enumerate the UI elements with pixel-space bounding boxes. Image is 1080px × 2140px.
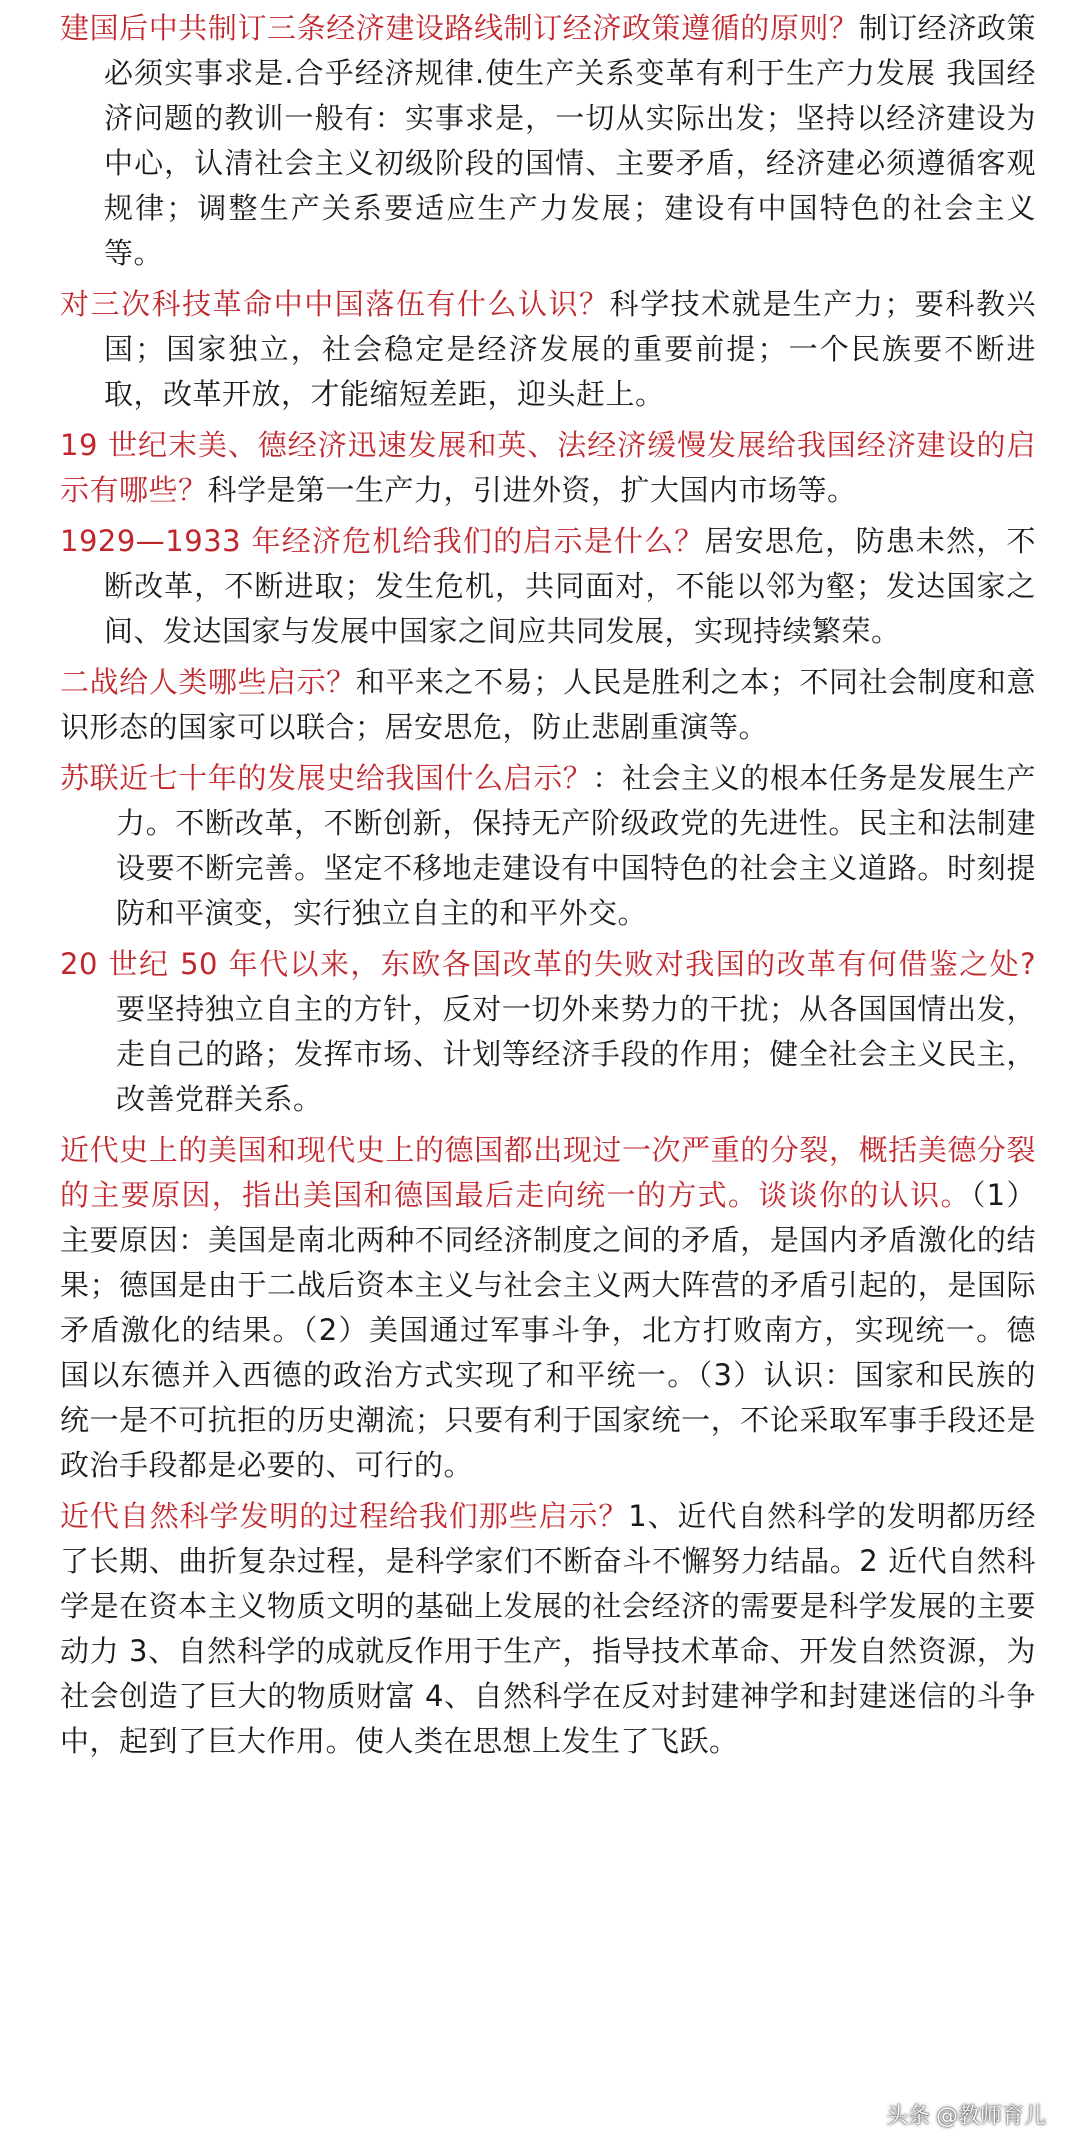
answer-text: 要坚持独立自主的方针，反对一切外来势力的干扰；从各国国情出发，走自己的路；发挥市场、计划等经济手段的作用；健全社会主义民主，改善党群关系。 (116, 992, 1036, 1116)
question-text: 对三次科技革命中中国落伍有什么认识？ (60, 287, 610, 321)
question-text: 19 世纪末美、德经济迅速发展和英、法经济缓慢发展给我国经济建设的启示有哪些？ (60, 428, 1036, 507)
qa-item-8 (60, 1128, 1036, 1488)
question-text: 二战给人类哪些启示？ (60, 665, 356, 699)
qa-item-5 (60, 660, 1036, 750)
question-text: 近代史上的美国和现代史上的德国都出现过一次严重的分裂，概括美德分裂的主要原因，指出美国和德国最后走向统一的方式。谈谈你的认识。 (60, 1133, 1036, 1212)
answer-text: 科学是第一生产力，引进外资，扩大国内市场等。 (207, 473, 857, 507)
question-text: 近代自然科学发明的过程给我们那些启示？ (60, 1499, 629, 1533)
answer-text: （1）主要原因：美国是南北两种不同经济制度之间的矛盾，是国内矛盾激化的结果；德国是由于二战后资本主义与社会主义两大阵营的矛盾引起的，是国际矛盾激化的结果。（2）美国通过军事斗争，北方打败南方，实现统一。德国以东德并入西德的政治方式实现了和平统一。（3）认识：国家和民族的统一是不可抗拒的历史潮流；只要有利于国家统一，不论采取军事手段还是政治手段都是必要的、可行的。 (60, 1178, 1036, 1482)
answer-text: ：社会主义的根本任务是发展生产力。不断改革，不断创新，保持无产阶级政党的先进性。民主和法制建设要不断完善。坚定不移地走建设有中国特色的社会主义道路。时刻提防和平演变，实行独立自主的和平外交。 (116, 761, 1036, 930)
answer-text: 1、近代自然科学的发明都历经了长期、曲折复杂过程，是科学家们不断奋斗不懈努力结晶。2 近代自然科学是在资本主义物质文明的基础上发展的社会经济的需要是科学发展的主要动力 3、自然科学的成就反作用于生产，指导技术革命、开发自然资源，为社会创造了巨大的物质财富 4、自然科学在反对封建神学和封建迷信的斗争中，起到了巨大作用。使人类在思想上发生了飞跃。 (60, 1499, 1036, 1758)
qa-item-2 (60, 282, 1036, 417)
answer-text: 和平来之不易；人民是胜利之本；不同社会制度和意识形态的国家可以联合；居安思危，防止悲剧重演等。 (60, 665, 1036, 744)
question-text: 苏联近七十年的发展史给我国什么启示？ (60, 761, 593, 795)
qa-item-4 (60, 519, 1036, 654)
answer-text: 科学技术就是生产力；要科教兴国；国家独立，社会稳定是经济发展的重要前提；一个民族要不断进取，改革开放，才能缩短差距，迎头赶上。 (104, 287, 1036, 411)
watermark-source: 头条 (885, 2104, 930, 2129)
answer-text: 制订经济政策必须实事求是.合乎经济规律.使生产关系变革有利于生产力发展 我国经济问题的教训一般有：实事求是，一切从实际出发；坚持以经济建设为中心，认清社会主义初级阶段的国情、主要矛盾，经济建必须遵循客观规律；调整生产关系要适应生产力发展；建设有中国特色的社会主义等。 (104, 11, 1036, 270)
qa-item-3 (60, 423, 1036, 513)
question-text: 20 世纪 50 年代以来，东欧各国改革的失败对我国的改革有何借鉴之处? (60, 947, 1036, 981)
watermark (886, 2099, 1046, 2130)
qa-item-7 (60, 942, 1036, 1122)
watermark-account: @教师育儿 (935, 2104, 1046, 2129)
qa-item-1 (60, 6, 1036, 276)
question-text: 建国后中共制订三条经济建设路线制订经济政策遵循的原则？ (60, 11, 859, 45)
answer-text: 居安思危，防患未然，不断改革，不断进取；发生危机，共同面对，不能以邻为壑；发达国家之间、发达国家与发展中国家之间应共同发展，实现持续繁荣。 (104, 524, 1036, 648)
question-text: 1929—1933 年经济危机给我们的启示是什么？ (60, 524, 705, 558)
qa-item-9 (60, 1494, 1036, 1764)
qa-item-6 (60, 756, 1036, 936)
